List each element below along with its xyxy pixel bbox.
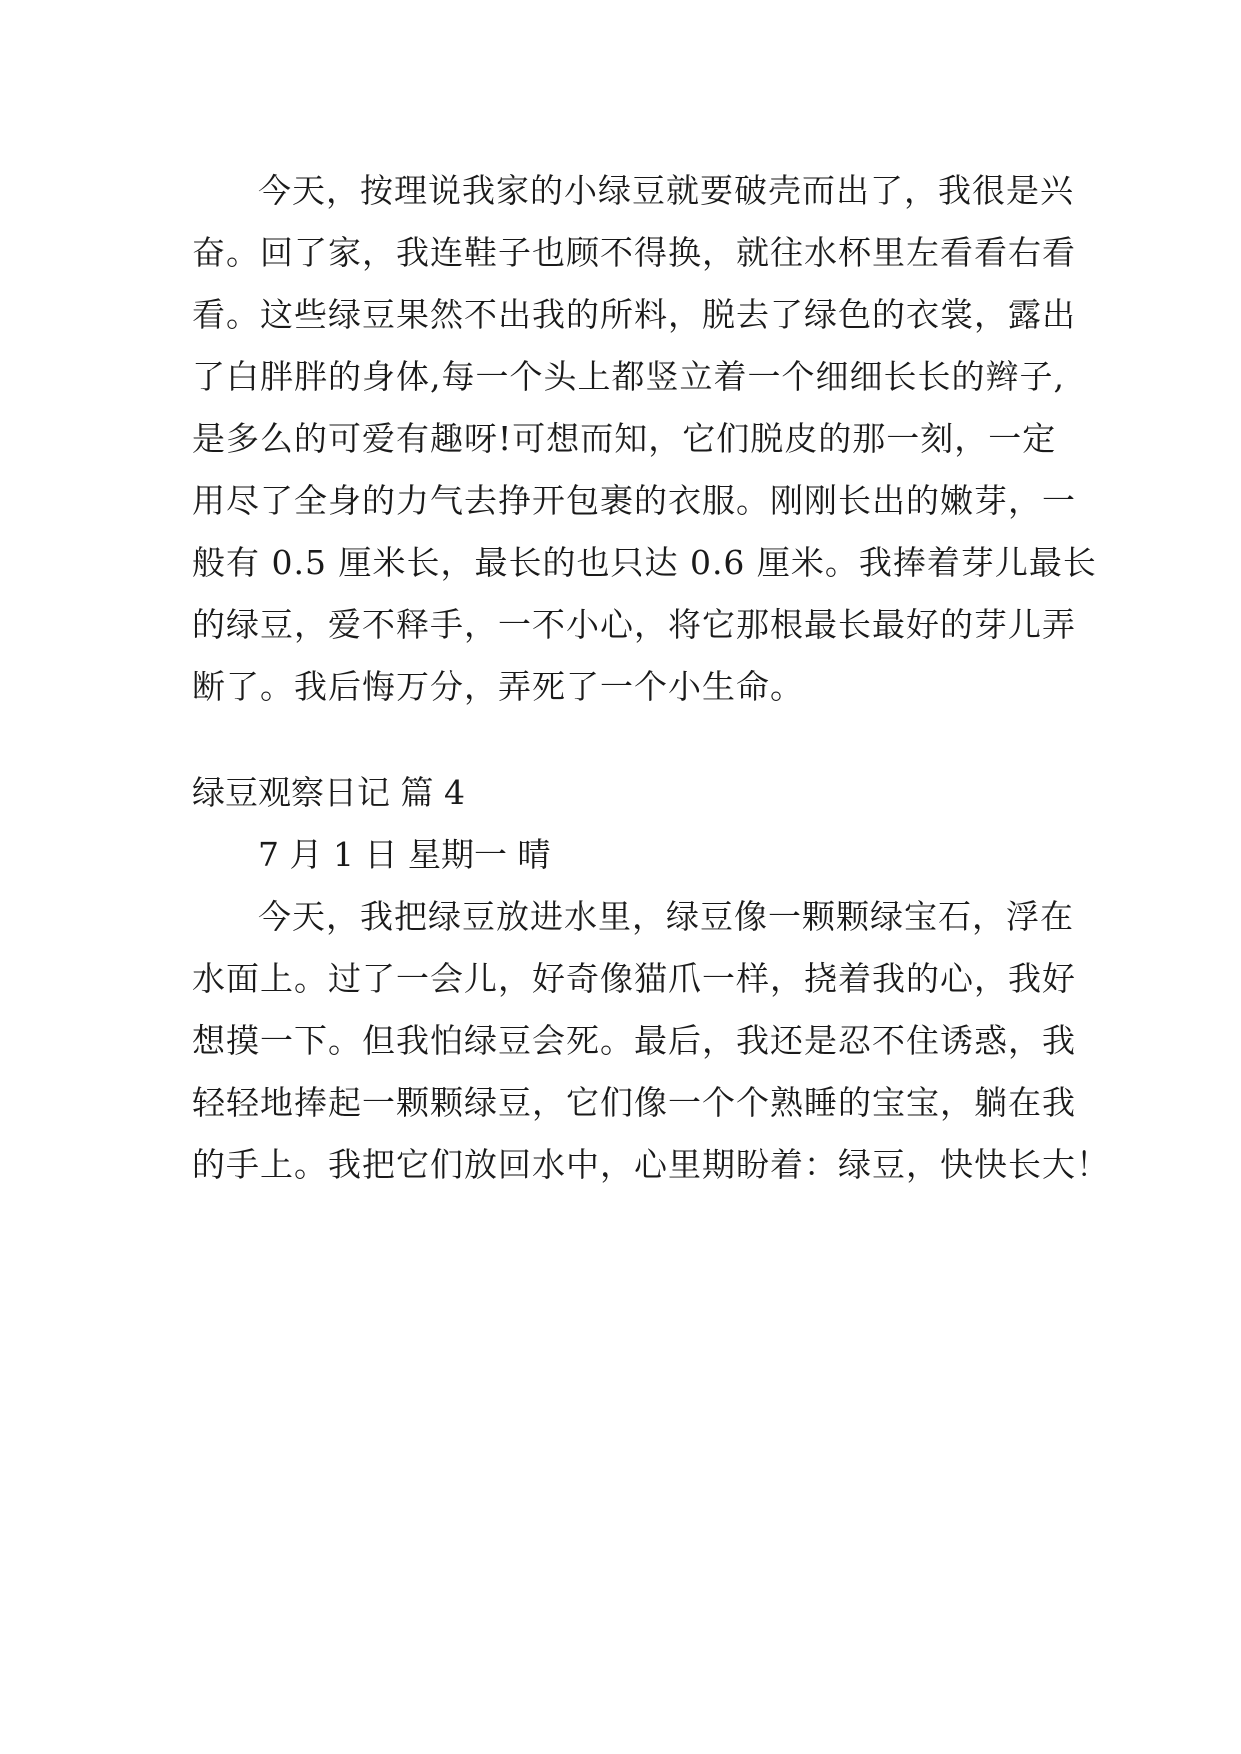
paragraph-2-line: 今天，我把绿豆放进水里，绿豆像一颗颗绿宝石，浮在: [258, 897, 1074, 936]
section-heading: 绿豆观察日记 篇 4: [192, 773, 465, 812]
document-body: [192, 160, 1110, 1196]
date-line: 7 月 1 日 星期一 晴: [258, 835, 551, 874]
paragraph-1: [192, 160, 1097, 718]
paragraph-2-line: 轻轻地捧起一颗颗绿豆，它们像一个个熟睡的宝宝，躺在我: [192, 1083, 1076, 1122]
paragraph-1-line: 今天，按理说我家的小绿豆就要破壳而出了，我很是兴: [258, 171, 1074, 210]
paragraph-2: [192, 886, 1110, 1196]
paragraph-1-line: 了白胖胖的身体,每一个头上都竖立着一个细细长长的辫子,: [192, 357, 1065, 396]
paragraph-1-line: 是多么的可爱有趣呀!可想而知，它们脱皮的那一刻，一定: [192, 419, 1057, 458]
paragraph-1-line: 看。这些绿豆果然不出我的所料，脱去了绿色的衣裳，露出: [192, 295, 1076, 334]
paragraph-2-line: 的手上。我把它们放回水中，心里期盼着：绿豆，快快长大！: [192, 1145, 1110, 1184]
paragraph-2-line: 想摸一下。但我怕绿豆会死。最后，我还是忍不住诱惑，我: [192, 1021, 1076, 1060]
paragraph-1-line: 用尽了全身的力气去挣开包裹的衣服。刚刚长出的嫩芽，一: [192, 481, 1076, 520]
paragraph-1-line: 奋。回了家，我连鞋子也顾不得换，就往水杯里左看看右看: [192, 233, 1076, 272]
paragraph-1-line: 断了。我后悔万分，弄死了一个小生命。: [192, 667, 804, 706]
paragraph-2-line: 水面上。过了一会儿，好奇像猫爪一样，挠着我的心，我好: [192, 959, 1076, 998]
section-gap: [192, 718, 1052, 762]
paragraph-1-line: 般有 0.5 厘米长，最长的也只达 0.6 厘米。我捧着芽儿最长: [192, 543, 1097, 582]
paragraph-1-line: 的绿豆，爱不释手，一不小心，将它那根最长最好的芽儿弄: [192, 605, 1076, 644]
